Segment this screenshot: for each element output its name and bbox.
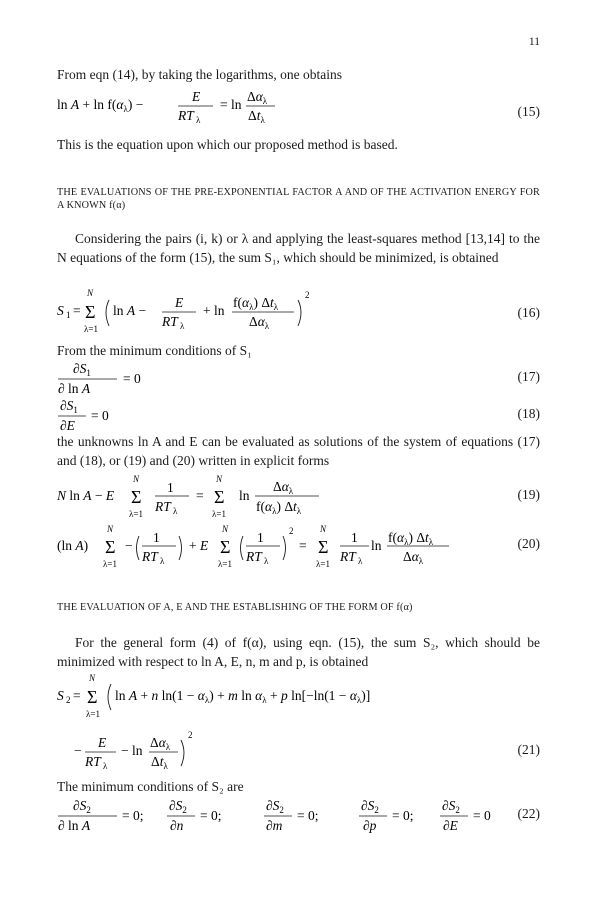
svg-text:∂E: ∂E xyxy=(60,418,75,433)
svg-text:λ: λ xyxy=(196,115,201,125)
svg-text:∂ ln A: ∂ ln A xyxy=(58,818,91,833)
svg-text:RT: RT xyxy=(162,314,178,329)
svg-text:− ln: − ln xyxy=(121,743,143,758)
svg-text:2: 2 xyxy=(188,730,193,740)
svg-text:E: E xyxy=(175,295,184,310)
paragraph-basis: This is the equation upon which our proposed method is based. xyxy=(57,137,398,152)
equation-21 xyxy=(57,670,487,779)
svg-text:1: 1 xyxy=(66,310,71,320)
equation-15 xyxy=(57,87,357,131)
svg-text:= 0;: = 0; xyxy=(297,808,319,823)
svg-text:ln A + n ln(1 − αλ) + m ln αλ: ln A + n $\ln(1 - \alpha_\lambda) + m$ $\ln \alpha_\lambda + p$ $\ln[-\ln(1 - \alpha_\lambda)]$ xyxy=(115,688,371,705)
svg-text:ln: ln xyxy=(239,488,250,503)
svg-text:Σ: Σ xyxy=(220,537,231,557)
svg-text:Δαλ: $\Delta\alpha_\lambda$ xyxy=(247,89,268,106)
svg-text:f(αλ) Δtλ: $f(\alpha_\lambda)$ $\Delta t_\lambda$ xyxy=(256,499,302,516)
paragraph-unknowns: the unknowns ln A and E can be evaluated as solutions of the system of equations (17) and (18), or (19) and (20) written in explicit forms xyxy=(57,434,540,468)
svg-text:Σ: Σ xyxy=(85,302,96,322)
svg-text:λ=1: λ=1 xyxy=(103,559,117,569)
svg-text:RT: RT xyxy=(178,108,194,123)
svg-text:N: N xyxy=(133,474,140,484)
svg-text:= 0: = 0 xyxy=(123,371,141,386)
svg-text:λ: λ xyxy=(160,556,165,566)
equation-number-19: (19) xyxy=(517,487,540,502)
svg-text:∂ ln A: ∂ ln A xyxy=(58,381,91,396)
svg-text:λ=1: λ=1 xyxy=(86,709,100,719)
svg-text:∂S2: $\partial S_2$ xyxy=(169,798,187,815)
equation-number-22: (22) xyxy=(517,806,540,821)
section-heading-evaluations: THE EVALUATIONS OF THE PRE-EXPONENTIAL FACTOR A AND OF THE ACTIVATION ENERGY FOR A KNOWN f(α) xyxy=(57,187,540,211)
svg-text:∂p: ∂p xyxy=(363,818,377,833)
svg-text:λ: λ xyxy=(103,761,108,771)
svg-text:=: = xyxy=(73,303,81,318)
equation-number-16: (16) xyxy=(517,305,540,320)
svg-text:∂S1: $\partial S_1$ xyxy=(60,398,78,415)
svg-text:= 0;: = 0; xyxy=(392,808,414,823)
svg-text:Δαλ: $\Delta\alpha_\lambda$ xyxy=(273,479,294,496)
svg-text:Δαλ: $\Delta\alpha_\lambda$ xyxy=(150,735,171,752)
svg-text:(ln A): (ln A) xyxy=(57,538,89,553)
svg-text:Δtλ: $\Delta t_\lambda$ xyxy=(151,754,168,771)
svg-text:∂S2: $\partial S_2$ xyxy=(442,798,460,815)
svg-text:∂n: ∂n xyxy=(170,818,184,833)
svg-text:= ln: = ln xyxy=(220,97,242,112)
svg-text:RT: RT xyxy=(155,499,171,514)
equation-number-18: (18) xyxy=(517,406,540,421)
svg-text:1: 1 xyxy=(351,530,358,545)
svg-text:λ: λ xyxy=(180,321,185,331)
svg-text:Σ: Σ xyxy=(318,537,329,557)
svg-text:RT: RT xyxy=(246,549,262,564)
svg-text:Σ: Σ xyxy=(214,487,225,507)
svg-text:−: − xyxy=(125,538,133,553)
svg-text:λ=1: λ=1 xyxy=(212,509,226,519)
svg-text:λ=1: λ=1 xyxy=(218,559,232,569)
paragraph-least-squares: Considering the pairs (i, k) or λ and applying the least-squares method [13,14] to the N equations of the form (15), the sum S₁, which should be minimized, is obtained xyxy=(57,231,540,265)
equation-16 xyxy=(57,282,387,346)
svg-text:1: 1 xyxy=(167,480,174,495)
equation-number-15: (15) xyxy=(517,104,540,119)
svg-text:= 0: = 0 xyxy=(91,408,109,423)
equation-number-17: (17) xyxy=(517,369,540,384)
svg-text:∂S2: $\partial S_2$ xyxy=(361,798,379,815)
svg-text:λ: λ xyxy=(358,556,363,566)
svg-text:∂S2: $\partial S_2$ xyxy=(266,798,284,815)
svg-text:λ=1: λ=1 xyxy=(316,559,330,569)
svg-text:ln A −: ln A − xyxy=(113,303,147,318)
svg-text:RT: RT xyxy=(142,549,158,564)
svg-text:λ: λ xyxy=(264,556,269,566)
equation-20 xyxy=(57,521,477,585)
svg-text:RT: RT xyxy=(85,754,101,769)
svg-text:f(αλ) Δtλ: $f(\alpha_\lambda)$ $\Delta t_\lambda$ xyxy=(233,295,279,312)
paragraph-intro: From eqn (14), by taking the logarithms, one obtains xyxy=(57,67,342,82)
svg-text:∂E: ∂E xyxy=(443,818,458,833)
svg-text:S: S xyxy=(57,688,64,703)
svg-text:RT: RT xyxy=(340,549,356,564)
svg-text:Δαλ: $\Delta\alpha_\lambda$ xyxy=(403,549,424,566)
svg-text:λ=1: λ=1 xyxy=(129,509,143,519)
svg-text:+ E: + E xyxy=(189,538,209,553)
svg-text:N: N xyxy=(216,474,223,484)
svg-text:=: = xyxy=(196,488,204,503)
svg-text:λ: λ xyxy=(173,506,178,516)
svg-text:= 0;: = 0; xyxy=(122,808,144,823)
svg-text:2: 2 xyxy=(305,290,310,300)
svg-text:Σ: Σ xyxy=(105,537,116,557)
svg-text:N: N xyxy=(320,524,327,534)
svg-text:N: N xyxy=(222,524,229,534)
svg-text:2: 2 xyxy=(66,695,71,705)
paragraph-minimum-s1: From the minimum conditions of S₁ xyxy=(57,343,252,358)
svg-text:ln: ln xyxy=(371,538,382,553)
paragraph-minimum-s2: The minimum conditions of S₂ are xyxy=(57,779,244,794)
svg-text:f(αλ) Δtλ: $f(\alpha_\lambda)$ $\Delta t_\lambda$ xyxy=(388,530,434,547)
svg-text:∂S2: $\partial S_2$ xyxy=(73,798,91,815)
svg-text:E: E xyxy=(192,89,201,104)
svg-text:+ ln: + ln xyxy=(203,303,225,318)
page-number: 11 xyxy=(528,36,540,48)
equation-number-20: (20) xyxy=(517,536,540,551)
svg-text:N: N xyxy=(107,524,114,534)
svg-text:N: N xyxy=(89,673,96,683)
equation-22 xyxy=(57,795,497,841)
svg-text:2: 2 xyxy=(289,526,294,536)
svg-text:S: S xyxy=(57,303,64,318)
svg-text:Δtλ: $\Delta t_\lambda$ xyxy=(248,108,265,125)
svg-text:1: 1 xyxy=(153,530,160,545)
svg-text:=: = xyxy=(73,688,81,703)
svg-text:E: E xyxy=(98,735,107,750)
svg-text:N ln A − E: N ln A − E xyxy=(57,488,115,503)
svg-text:=: = xyxy=(299,538,307,553)
svg-text:Δαλ: $\Delta\alpha_\lambda$ xyxy=(249,314,270,331)
svg-text:ln A + ln f(αλ) −: $\ln A + \ln f(\alpha_\lambda)$ − xyxy=(57,97,144,114)
section-heading-form-of-f: THE EVALUATION OF A, E AND THE ESTABLISHING OF THE FORM OF f(α) xyxy=(57,602,413,613)
svg-text:1: 1 xyxy=(257,530,264,545)
svg-text:= 0;: = 0; xyxy=(200,808,222,823)
svg-text:∂m: ∂m xyxy=(266,818,283,833)
svg-text:λ=1: λ=1 xyxy=(84,324,98,334)
svg-text:= 0: = 0 xyxy=(473,808,491,823)
equation-number-21: (21) xyxy=(517,742,540,757)
paragraph-general-form: For the general form (4) of f(α), using eqn. (15), the sum S₂, which should be minimized with respect to ln A, E, n, m and p, is obtained xyxy=(57,635,540,669)
svg-text:N: N xyxy=(87,288,94,298)
svg-text:Σ: Σ xyxy=(87,687,98,707)
svg-text:∂S1: $\partial S_1$ xyxy=(73,361,91,378)
svg-text:Σ: Σ xyxy=(131,487,142,507)
svg-text:−: − xyxy=(74,743,82,758)
